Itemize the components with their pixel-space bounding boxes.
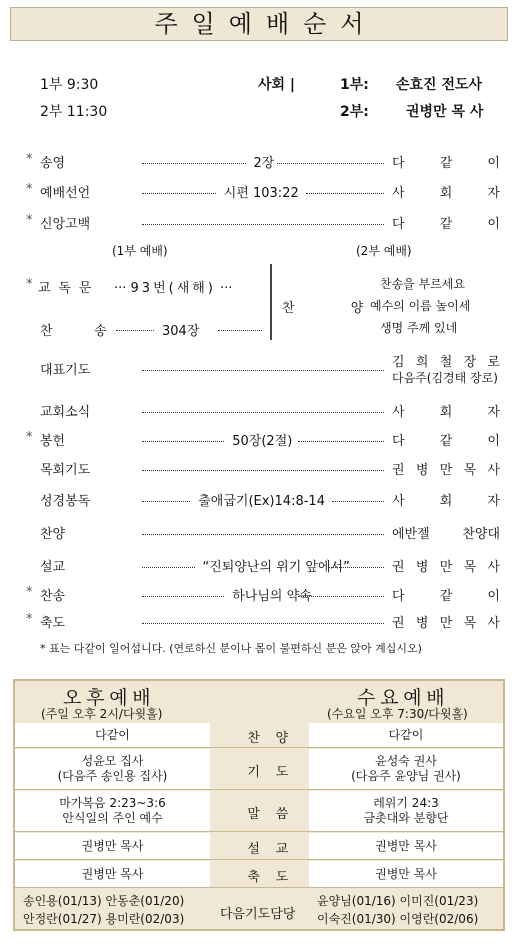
leader-dots bbox=[298, 441, 384, 442]
duty-right bbox=[309, 888, 503, 929]
service2-time: 2부 11:30 bbox=[40, 104, 108, 120]
wednesday-cell bbox=[309, 749, 503, 789]
service1-presider: 손효진 전도사 bbox=[396, 77, 483, 93]
leader-dots bbox=[142, 370, 384, 371]
split-left-detail-1-text: 93번(새해) bbox=[130, 281, 216, 296]
order-item: 송영 bbox=[40, 156, 66, 171]
row-divider bbox=[15, 789, 503, 790]
afternoon-cell bbox=[15, 861, 210, 887]
order-detail: 2장 bbox=[253, 156, 275, 171]
wednesday-cell bbox=[309, 723, 503, 747]
duty-right-line-1: 윤양님(01/16) 이미진(01/23) bbox=[317, 894, 479, 908]
wednesday-line: 금촛대와 분향단 bbox=[363, 811, 449, 825]
leader-dots bbox=[142, 534, 384, 535]
afternoon-cell bbox=[15, 833, 210, 859]
split-left-detail-1: ··· 93번(새해) ··· bbox=[114, 281, 233, 296]
order-item: 목회기도 bbox=[40, 463, 91, 478]
leader-dots bbox=[332, 501, 384, 502]
duty-label: 다음기도담당 bbox=[220, 907, 296, 922]
leader-dots bbox=[142, 412, 384, 413]
wednesday-line: 권병만 목사 bbox=[375, 838, 437, 853]
afternoon-line: 권병만 목사 bbox=[81, 838, 144, 853]
leader-dots bbox=[142, 501, 190, 502]
afternoon-cell bbox=[15, 723, 210, 747]
order-by: 다 같 이 bbox=[392, 589, 500, 604]
order-by: 사 회 자 bbox=[392, 405, 500, 420]
afternoon-line: 마가복음 2:23~3:6 bbox=[59, 796, 166, 810]
order-detail: “진퇴양난의 위기 앞에서” bbox=[202, 560, 350, 575]
order-by: 김 희 철 장 로 bbox=[392, 355, 500, 370]
presider-label: 사회 | bbox=[258, 77, 296, 93]
split-left-mark-1: * bbox=[26, 277, 33, 292]
leader-dots bbox=[142, 623, 384, 624]
duty-right-line-2: 이숙진(01/30) 이영란(02/06) bbox=[317, 912, 479, 926]
service2-label: 2부: bbox=[340, 104, 369, 120]
split-right-item: 찬 양 bbox=[282, 301, 390, 316]
duty-left-line-2: 안정란(01/27) 용미란(02/03) bbox=[23, 912, 185, 926]
order-item: 설교 bbox=[40, 560, 66, 575]
wednesday-title: 수요예배 bbox=[357, 687, 450, 709]
order-by: 권 병 만 목 사 bbox=[392, 463, 500, 478]
order-detail: 출애굽기(Ex)14:8-14 bbox=[198, 494, 325, 509]
order-item: 축도 bbox=[40, 616, 66, 631]
order-detail: 하나님의 약속 bbox=[232, 589, 312, 604]
leader-dots bbox=[142, 596, 224, 597]
row-label: 찬양 bbox=[247, 731, 304, 746]
order-item: 찬송 bbox=[40, 589, 66, 604]
order-by: 사 회 자 bbox=[392, 186, 500, 201]
split-left-leader-2b bbox=[218, 330, 262, 331]
split-right-line-1: 찬송을 부르세요 bbox=[380, 277, 465, 291]
split-left-item-1: 교독문 bbox=[38, 281, 100, 296]
duty-left-line-1: 송인용(01/13) 안동춘(01/20) bbox=[23, 894, 185, 908]
order-item: 교회소식 bbox=[40, 405, 91, 420]
order-detail: 50장(2절) bbox=[232, 434, 293, 449]
split-left-leader-2 bbox=[116, 330, 154, 331]
afternoon-cell bbox=[15, 749, 210, 789]
split-left-detail-2: 304장 bbox=[162, 324, 200, 339]
leader-dots bbox=[298, 596, 384, 597]
order-item: 신앙고백 bbox=[40, 217, 91, 232]
weekly-services-box bbox=[13, 679, 505, 931]
order-by-sub: 다음주(김경태 장로) bbox=[392, 371, 498, 385]
order-mark: * bbox=[26, 612, 33, 627]
order-mark: * bbox=[26, 213, 33, 228]
afternoon-subtitle: (주일 오후 2시/다윗홀) bbox=[41, 707, 163, 721]
afternoon-line: 안식일의 주인 예수 bbox=[62, 811, 163, 825]
order-item: 봉헌 bbox=[40, 434, 66, 449]
split-right-line-3: 생명 주께 있네 bbox=[380, 321, 458, 335]
split-divider bbox=[270, 264, 272, 340]
wednesday-subtitle: (수요일 오후 7:30/다윗홀) bbox=[327, 707, 468, 721]
afternoon-cell bbox=[15, 791, 210, 831]
order-mark: * bbox=[26, 182, 33, 197]
order-mark: * bbox=[26, 152, 33, 167]
split-left-item-2: 찬송 bbox=[40, 324, 149, 339]
wednesday-cell bbox=[309, 833, 503, 859]
row-label: 기도 bbox=[247, 765, 304, 780]
wednesday-line: 다같이 bbox=[388, 727, 424, 742]
order-by: 다 같 이 bbox=[392, 217, 500, 232]
wednesday-line: (다음주 윤양님 권사) bbox=[351, 769, 461, 783]
order-mark: * bbox=[26, 430, 33, 445]
leader-dots bbox=[142, 470, 384, 471]
label-service1: (1부 예배) bbox=[112, 244, 168, 258]
label-service2: (2부 예배) bbox=[356, 244, 412, 258]
leader-dots bbox=[328, 567, 385, 568]
wednesday-line: 권병만 목사 bbox=[375, 866, 437, 881]
leader-dots bbox=[142, 224, 384, 225]
wednesday-cell bbox=[309, 791, 503, 831]
order-by: 사 회 자 bbox=[392, 494, 500, 509]
leader-dots bbox=[142, 163, 246, 164]
service1-label: 1부: bbox=[340, 77, 369, 93]
order-detail: 시편 103:22 bbox=[223, 186, 299, 201]
order-by: 권 병 만 목 사 bbox=[392, 616, 500, 631]
order-by: 권 병 만 목 사 bbox=[392, 560, 500, 575]
footnote: * 표는 다같이 일어섭니다. (연로하신 분이나 몸이 불편하신 분은 앉아 계십시오) bbox=[40, 642, 422, 655]
service1-time: 1부 9:30 bbox=[40, 77, 99, 93]
split-right-line-2: 예수의 이름 높이세 bbox=[370, 299, 471, 313]
wednesday-line: 윤성숙 권사 bbox=[375, 754, 437, 768]
service2-presider: 권병만 목 사 bbox=[406, 104, 484, 120]
row-label: 축도 bbox=[247, 870, 304, 885]
order-item: 대표기도 bbox=[40, 363, 91, 378]
order-by: 다 같 이 bbox=[392, 434, 500, 449]
afternoon-line: 성윤모 집사 bbox=[81, 754, 144, 768]
leader-dots bbox=[142, 193, 216, 194]
title-bar bbox=[10, 7, 508, 41]
row-divider bbox=[15, 859, 503, 860]
order-item: 찬양 bbox=[40, 527, 66, 542]
order-item: 예배선언 bbox=[40, 186, 91, 201]
row-divider bbox=[15, 831, 503, 832]
page-title: 주일예배순서 bbox=[154, 10, 378, 38]
duty-left bbox=[15, 888, 210, 929]
afternoon-line: (다음주 송인용 집사) bbox=[57, 769, 168, 783]
leader-dots bbox=[277, 163, 385, 164]
order-by: 에반젤 찬양대 bbox=[392, 527, 500, 542]
row-label: 말씀 bbox=[247, 807, 304, 822]
afternoon-line: 권병만 목사 bbox=[81, 866, 144, 881]
order-item: 성경봉독 bbox=[40, 494, 91, 509]
wednesday-line: 레위기 24:3 bbox=[373, 796, 439, 810]
afternoon-line: 다같이 bbox=[95, 727, 130, 742]
order-by: 다 같 이 bbox=[392, 156, 500, 171]
order-mark: * bbox=[26, 585, 33, 600]
leader-dots bbox=[142, 567, 195, 568]
wednesday-cell bbox=[309, 861, 503, 887]
leader-dots bbox=[142, 441, 224, 442]
row-divider bbox=[15, 747, 503, 748]
row-label: 설교 bbox=[247, 842, 304, 857]
afternoon-title: 오후예배 bbox=[63, 687, 156, 709]
leader-dots bbox=[306, 193, 384, 194]
